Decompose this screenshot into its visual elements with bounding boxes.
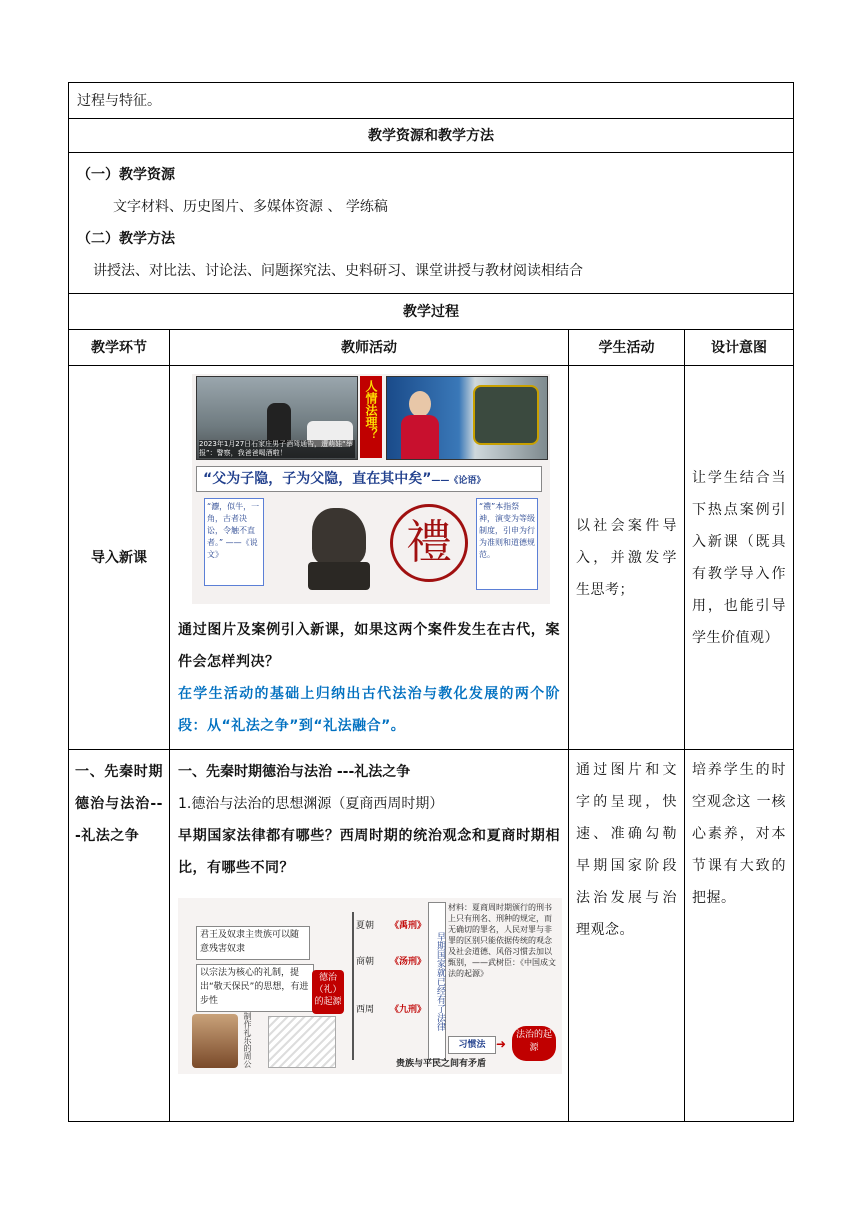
resources-cell (69, 153, 794, 294)
teacher-text-intro-2: 在学生活动的基础上归纳出古代法治与教化发展的两个阶段：从“礼法之争”到“礼法融合”。 (178, 686, 560, 734)
dynasty-shang-text: 商朝 (356, 957, 375, 967)
design-intent-intro-text: 让学生结合当下热点案例引入新课（既具有教学导入作用，也能引导学生价值观） (692, 469, 786, 646)
student-activity-intro-text: 以社会案件导入，并激发学生思考； (576, 517, 677, 598)
student-activity-pre-qin-text: 通过图片和文字的呈现，快速、准确勾勒早期国家阶段法治发展与治理观念。 (576, 762, 677, 938)
dynasty-xizhou-text: 西周 (356, 1005, 375, 1015)
conflict-caption (396, 1058, 486, 1070)
resources-heading-1: （一）教学资源 (77, 167, 175, 183)
zhougong-caption (240, 1012, 252, 1068)
header-stage: 教学环节 (69, 330, 170, 366)
design-intent-pre-qin (685, 750, 794, 1122)
habit-law-text: 习惯法 (458, 1040, 486, 1050)
definition-box-li (476, 498, 538, 590)
material-text (448, 902, 558, 1018)
vertical-title: 人情法理？ (364, 380, 378, 440)
dynasty-xia-text: 夏朝 (356, 921, 375, 931)
intro-case-image (192, 374, 550, 604)
xiezhi-statue (304, 498, 374, 596)
origin-fa-text: 法治的起源 (515, 1030, 552, 1053)
law-jiuxing (390, 1004, 426, 1016)
case-caption: 2023年1月27日石家庄男子酒驾通告，遭萌娃“举报”：警察，我爸爸喝酒啦！ (199, 440, 355, 458)
header-intent: 设计意图 (685, 330, 794, 366)
teacher-activity-pre-qin (170, 750, 569, 1122)
definition-fa-text: “灋，似牛，一角，古者决讼，令触不直者。” ——《说文》 (207, 502, 260, 559)
section-title-process (69, 294, 794, 330)
law-jiuxing-text: 《九刑》 (390, 1005, 427, 1015)
dynasty-xizhou (356, 1004, 374, 1016)
material-text-content: 材料：夏商周时期颁行的刑书上只有刑名、刑种的规定，而无确切的罪名，人民对罪与非罪的区别只能依据传统的观念及社会道德、风俗习惯去加以甄别，——武树臣：《中国成文法的起源》 (448, 903, 556, 978)
header-teacher: 教师活动 (170, 330, 569, 366)
case-photo-street (196, 376, 358, 460)
student-activity-intro (569, 366, 685, 750)
design-intent-intro (685, 366, 794, 750)
teacher-text-intro-1: 通过图片及案例引入新课，如果这两个案件发生在古代，案件会怎样判决？ (178, 622, 560, 670)
design-intent-pre-qin-text: 培养学生的时空观念这 一核心素养，对本节课有大致的把握。 (692, 762, 786, 906)
header-student: 学生活动 (569, 330, 685, 366)
methods-heading-2: （二）教学方法 (77, 231, 175, 247)
continuation-cell (69, 83, 794, 119)
timeline-line (352, 912, 354, 1060)
stage-pre-qin-text: 一、先秦时期德治与法治---礼法之争 (75, 764, 163, 844)
law-yuxing (390, 920, 426, 932)
li-seal (390, 504, 468, 582)
box-slave-owners-text: 君王及奴隶主贵族可以随意残害奴隶 (200, 930, 300, 954)
zhougong-portrait (192, 1014, 238, 1068)
vertical-note-text: 早期国家就已经有了法律 (435, 931, 445, 1031)
law-yuxing-text: 《禹刑》 (390, 921, 427, 931)
section-title-resources-text: 教学资源和教学方法 (368, 127, 494, 144)
zhougong-caption-text: 制作礼乐的周公 (243, 1012, 252, 1068)
box-slave-owners (196, 926, 310, 960)
origin-de-text: 德治（礼）的起源 (314, 973, 342, 1007)
dynasty-xia (356, 920, 374, 932)
definition-li-text: “禮”本指祭神，演变为等级制度，引申为行为准则和道德规范。 (479, 502, 535, 559)
vertical-title-box (360, 376, 382, 458)
definition-box-fa (204, 498, 264, 586)
continuation-text: 过程与特征。 (77, 92, 161, 109)
lesson-plan-table (68, 82, 794, 1122)
student-activity-pre-qin (569, 750, 685, 1122)
teacher-activity-intro (170, 366, 569, 750)
tree-sketch (268, 1016, 336, 1068)
origin-de-badge (312, 970, 344, 1014)
origin-fa-badge (512, 1026, 556, 1061)
resources-text-1: 文字材料、历史图片、多媒体资源 、 学练稿 (113, 199, 388, 215)
quote-source: ——《论语》 (431, 476, 486, 486)
section-title-resources (69, 119, 794, 153)
conflict-caption-text: 贵族与平民之间有矛盾 (396, 1059, 487, 1069)
law-tangxing (390, 956, 426, 968)
quote-text: “父为子隐，子为父隐，直在其中矣” (203, 471, 432, 487)
teacher-line-2: 1.德治与法治的思想渊源（夏商西周时期） (178, 796, 444, 812)
habit-law-box (448, 1036, 496, 1054)
quote-bar (196, 466, 542, 492)
vertical-note (428, 902, 446, 1060)
early-law-diagram (178, 898, 562, 1074)
teacher-line-1: 一、先秦时期德治与法治 ---礼法之争 (178, 764, 411, 780)
stage-intro: 导入新课 (69, 366, 170, 750)
news-photo (386, 376, 548, 460)
box-zongfa-text: 以宗法为核心的礼制，提出“敬天保民”的思想，有进步性 (200, 968, 309, 1006)
law-tangxing-text: 《汤刑》 (390, 957, 427, 967)
methods-text-2: 讲授法、对比法、讨论法、问题探究法、史料研习、课堂讲授与教材阅读相结合 (93, 263, 583, 279)
teacher-line-3: 早期国家法律都有哪些？西周时期的统治观念和夏商时期相比，有哪些不同？ (178, 828, 560, 876)
stage-pre-qin (69, 750, 170, 1122)
section-title-process-text: 教学过程 (403, 303, 459, 320)
dynasty-shang (356, 956, 374, 968)
box-zongfa (196, 964, 314, 1012)
arrow-icon: ➜ (496, 1037, 507, 1051)
seal-char: 禮 (406, 515, 452, 569)
